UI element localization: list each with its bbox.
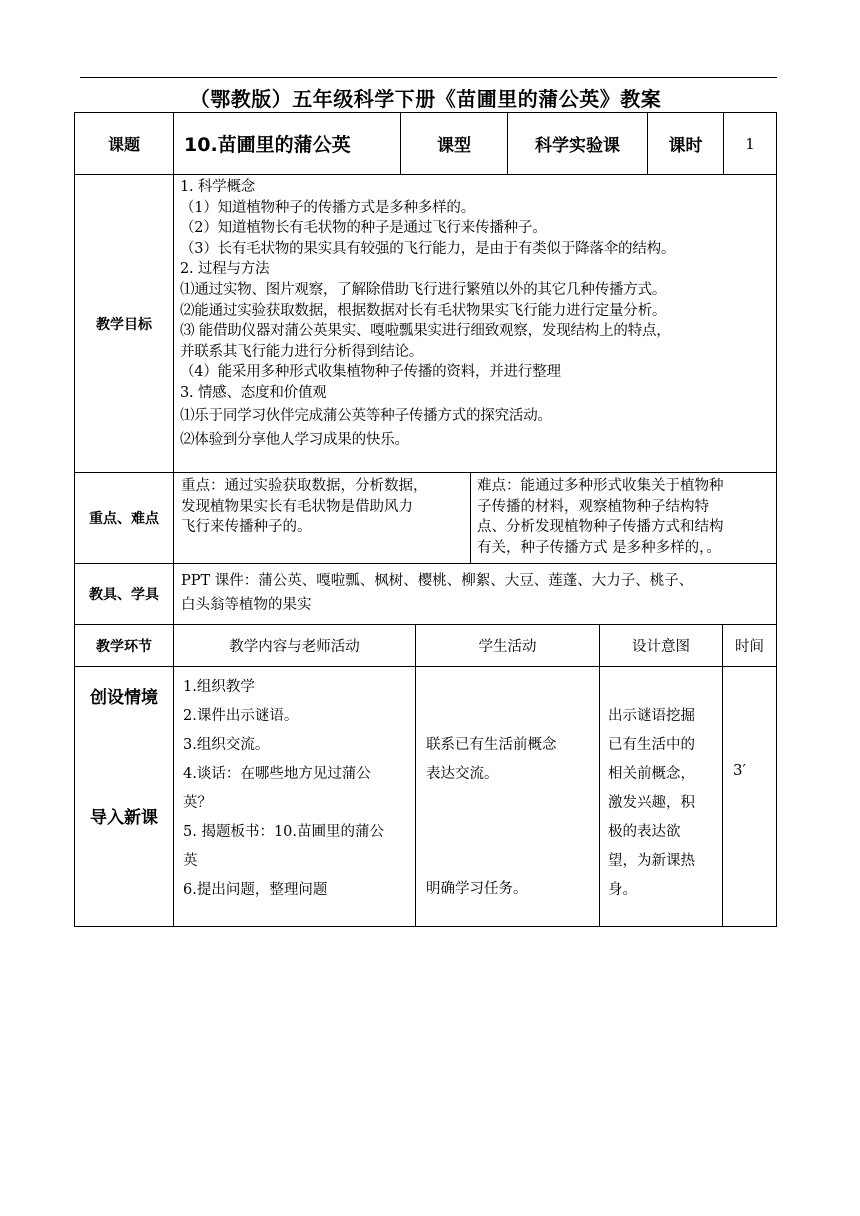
goal-line: 2. 过程与方法 [180, 261, 270, 278]
goal-line: 并联系其飞行能力进行分析得到结论。 [180, 343, 424, 360]
student-activity-group [426, 731, 557, 789]
goal-line: （2）知道植物长有毛状物的种子是通过飞行来传播种子。 [180, 220, 547, 237]
difficult-point-line: 点、分析发现植物种子传播方式和结构 [477, 519, 724, 535]
topic-label: 课题 [107, 135, 140, 154]
goals-content [174, 175, 776, 472]
design-intent-line: 已有生活中的 [608, 737, 695, 753]
stage-name-cell [75, 667, 173, 926]
teacher-activity-line: 1.组织教学 [183, 679, 255, 695]
design-intent-line: 相关前概念， [608, 766, 695, 782]
teacher-activity-line: 4.谈话：在哪些地方见过蒲公 [183, 766, 371, 782]
goal-line: （4）能采用多种形式收集植物种子传播的资料，并进行整理 [180, 364, 561, 381]
key-point-line: 飞行来传播种子的。 [181, 519, 312, 535]
teacher-activity-header: 教学内容与老师活动 [229, 639, 360, 655]
design-intent-line: 极的表达欲 [608, 824, 681, 840]
materials-line: 白头翁等植物的果实 [181, 597, 312, 613]
hours-value: 1 [745, 134, 755, 153]
time-cell [723, 667, 776, 926]
teacher-activity-line: 5. 揭题板书：10.苗圃里的蒲公 [183, 824, 385, 840]
key-points-label: 重点、难点 [89, 511, 159, 527]
design-intent-line: 望，为新课热 [608, 853, 695, 869]
stage-time: 3′ [733, 761, 746, 779]
goals-label: 教学目标 [96, 316, 152, 333]
goal-line: ⑵体验到分享他人学习成果的快乐。 [180, 432, 409, 449]
difficult-point-line: 难点：能通过多种形式收集关于植物种 [477, 478, 724, 494]
teacher-activity-line: 英 [183, 853, 198, 869]
design-intent-line: 出示谜语挖掘 [608, 708, 695, 724]
teacher-activity-line: 2.课件出示谜语。 [183, 708, 299, 724]
goal-line: 1. 科学概念 [180, 179, 256, 195]
hours-label: 课时 [668, 136, 703, 156]
goal-line: （3）长有毛状物的果实具有较强的飞行能力，是由于有类似于降落伞的结构。 [180, 240, 676, 257]
header-rule [80, 77, 777, 78]
goal-line: ⑵能通过实验获取数据，根据数据对长有毛状物果实飞行能力进行定量分析。 [180, 302, 667, 319]
key-point-content [174, 473, 470, 563]
stage-name-2: 导入新课 [90, 808, 158, 828]
student-activity-line: 表达交流。 [426, 766, 499, 782]
type-label: 课型 [437, 136, 471, 156]
materials-line: PPT 课件：蒲公英、嘎啦瓢、枫树、樱桃、柳絮、大豆、莲蓬、大力子、桃子、 [181, 573, 694, 589]
goal-line: ⑴通过实物、图片观察，了解除借助飞行进行繁殖以外的其它几种传播方式。 [180, 281, 667, 298]
document-title: （鄂教版）五年级科学下册《苗圃里的蒲公英》教案 [189, 87, 662, 111]
type-value: 科学实验课 [535, 136, 620, 156]
design-intent-line: 身。 [608, 882, 637, 898]
goal-line: ⑴乐于同学习伙伴完成蒲公英等种子传播方式的探究活动。 [180, 407, 552, 424]
difficult-point-content [471, 473, 776, 563]
design-intent-content [600, 667, 722, 926]
goal-line: 3. 情感、态度和价值观 [180, 384, 327, 401]
materials-content [174, 564, 776, 624]
materials-label: 教具、学具 [89, 587, 159, 603]
key-point-line: 发现植物果实长有毛状物是借助风力 [181, 498, 413, 515]
difficult-point-line: 子传播的材料，观察植物种子结构特 [477, 498, 709, 515]
design-intent-line: 激发兴趣，积 [608, 795, 695, 811]
teacher-activity-line: 3.组织交流。 [183, 737, 270, 753]
design-intent-header: 设计意图 [632, 639, 690, 655]
difficult-point-line: 有关，种子传播方式 是多种多样的，。 [477, 539, 721, 556]
stage-name-1: 创设情境 [90, 688, 158, 708]
student-activity-line: 明确学习任务。 [426, 881, 528, 897]
student-activity-content [416, 667, 599, 926]
teacher-activity-content [174, 667, 415, 926]
student-activity-header: 学生活动 [478, 639, 537, 655]
lesson-plan-table [74, 112, 777, 927]
time-header: 时间 [735, 639, 764, 655]
goal-line: （1）知道植物种子的传播方式是多种多样的。 [180, 199, 476, 216]
goal-line: ⑶ 能借助仪器对蒲公英果实、嘎啦瓢果实进行细致观察，发现结构上的特点， [180, 323, 671, 340]
process-stage-header: 教学环节 [96, 638, 152, 655]
key-point-line: 重点：通过实验获取数据，分析数据， [181, 478, 428, 494]
teacher-activity-line: 英？ [183, 795, 212, 811]
teacher-activity-line: 6.提出问题，整理问题 [183, 882, 328, 898]
topic-value: 10.苗圃里的蒲公英 [184, 134, 351, 156]
student-activity-line: 联系已有生活前概念 [426, 737, 557, 753]
